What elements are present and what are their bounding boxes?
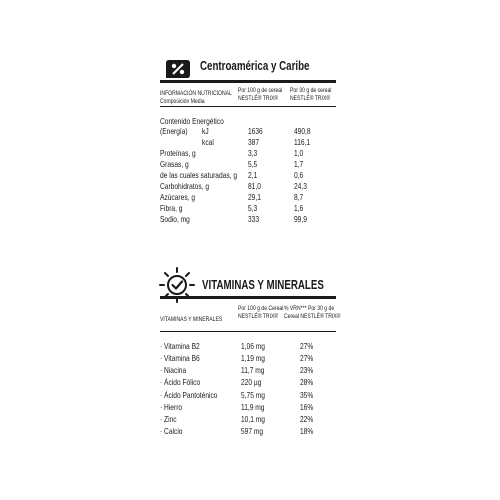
value-100g: 5,5: [248, 159, 258, 169]
table-row: [160, 426, 336, 437]
header-rule: [160, 106, 336, 107]
percent-badge-icon: [164, 59, 192, 79]
table-row: [160, 365, 336, 376]
amount-100g: 11,7 mg: [241, 365, 265, 375]
nutrient-label: Azúcares, g: [160, 192, 196, 202]
unit-kj: kJ: [202, 126, 209, 136]
vrn-percent: 22%: [300, 414, 314, 424]
value-100g: 333: [248, 214, 260, 224]
nutrient-label: Fibra, g: [160, 203, 183, 213]
table-row: [160, 341, 336, 352]
vrn-percent: 28%: [300, 377, 314, 387]
nutrient-label: Sodio, mg: [160, 214, 190, 224]
nutrient-label: Carbohidratos, g: [160, 181, 210, 191]
header-col3-line1: % VRN*** Por 30 g de: [284, 305, 335, 312]
kcal-per-30: 116,1: [294, 137, 311, 147]
header-col2-line2: NESTLÉ® TRIX®: [238, 95, 279, 102]
energy-kcal-row: [160, 137, 336, 147]
vrn-percent: 27%: [300, 341, 314, 351]
value-100g: 2,1: [248, 170, 258, 180]
value-30g: 1,6: [294, 203, 304, 213]
table-row: [160, 192, 336, 202]
section-title: Centroamérica y Caribe: [200, 59, 310, 73]
value-100g: 5,3: [248, 203, 258, 213]
nutrient-label: · Ácido Pantoténico: [160, 390, 218, 400]
vrn-percent: 27%: [300, 353, 314, 363]
kcal-per-100: 387: [248, 137, 260, 147]
header-col3-line1: Por 30 g de cereal: [290, 87, 332, 94]
header-col3-line2: Cereal NESTLÉ® TRIX®: [284, 313, 341, 320]
unit-kcal: kcal: [202, 137, 214, 147]
amount-100g: 1,06 mg: [241, 341, 265, 351]
amount-100g: 220 µg: [241, 377, 262, 387]
vrn-percent: 23%: [300, 365, 314, 375]
value-100g: 81,0: [248, 181, 261, 191]
table-row: [160, 214, 336, 224]
table-row: [160, 203, 336, 213]
nutrient-label: de las cuales saturadas, g: [160, 170, 238, 180]
nutrient-label: · Vitamina B6: [160, 353, 200, 363]
amount-100g: 5,75 mg: [241, 390, 265, 400]
kj-per-30: 490,8: [294, 126, 311, 136]
title-rule: [160, 80, 336, 83]
nutrient-label: · Calcio: [160, 426, 183, 436]
table-row: [160, 390, 336, 401]
vrn-percent: 35%: [300, 390, 314, 400]
header-col1-line1: INFORMACIÓN NUTRICIONAL: [160, 90, 232, 97]
energy-kj-row: [160, 126, 336, 136]
table-row: [160, 402, 336, 413]
amount-100g: 1,19 mg: [241, 353, 265, 363]
nutrient-label: · Zinc: [160, 414, 177, 424]
table-row: [160, 148, 336, 158]
section-title: VITAMINAS Y MINERALES: [202, 278, 324, 292]
table-row: [160, 353, 336, 364]
table-row: [160, 181, 336, 191]
energy-label-2: (Energía): [160, 126, 188, 136]
amount-100g: 11,9 mg: [241, 402, 265, 412]
nutrient-label: · Hierro: [160, 402, 183, 412]
table-row: [160, 170, 336, 180]
energy-label: Contenido Energético: [160, 116, 224, 126]
nutrient-label: Proteínas, g: [160, 148, 196, 158]
header-col2-line2: NESTLÉ® TRIX®: [238, 313, 279, 320]
header-col1: VITAMINAS Y MINERALES: [160, 316, 223, 323]
header-rule: [160, 331, 336, 332]
nutrient-label: · Vitamina B2: [160, 341, 200, 351]
table-row: [160, 377, 336, 388]
header-col2-line1: Por 100 g de Cereal: [238, 305, 284, 312]
table-row: [160, 414, 336, 425]
value-30g: 8,7: [294, 192, 304, 202]
value-100g: 29,1: [248, 192, 261, 202]
value-30g: 99,9: [294, 214, 307, 224]
amount-100g: 10,1 mg: [241, 414, 265, 424]
header-col1-line2: Composición Media: [160, 98, 205, 105]
value-30g: 24,3: [294, 181, 307, 191]
header-col2-line1: Por 100 g de cereal: [238, 87, 283, 94]
nutrient-label: Grasas, g: [160, 159, 189, 169]
value-30g: 0,6: [294, 170, 304, 180]
header-col3-line2: NESTLÉ® TRIX®: [290, 95, 331, 102]
value-100g: 3,3: [248, 148, 258, 158]
nutrient-label: · Ácido Fólico: [160, 377, 201, 387]
table-row: [160, 159, 336, 169]
kj-per-100: 1636: [248, 126, 263, 136]
vrn-percent: 18%: [300, 426, 314, 436]
value-30g: 1,7: [294, 159, 304, 169]
nutrient-label: · Niacina: [160, 365, 187, 375]
value-30g: 1,0: [294, 148, 304, 158]
amount-100g: 597 mg: [241, 426, 264, 436]
vrn-percent: 16%: [300, 402, 314, 412]
title-rule: [160, 296, 336, 299]
